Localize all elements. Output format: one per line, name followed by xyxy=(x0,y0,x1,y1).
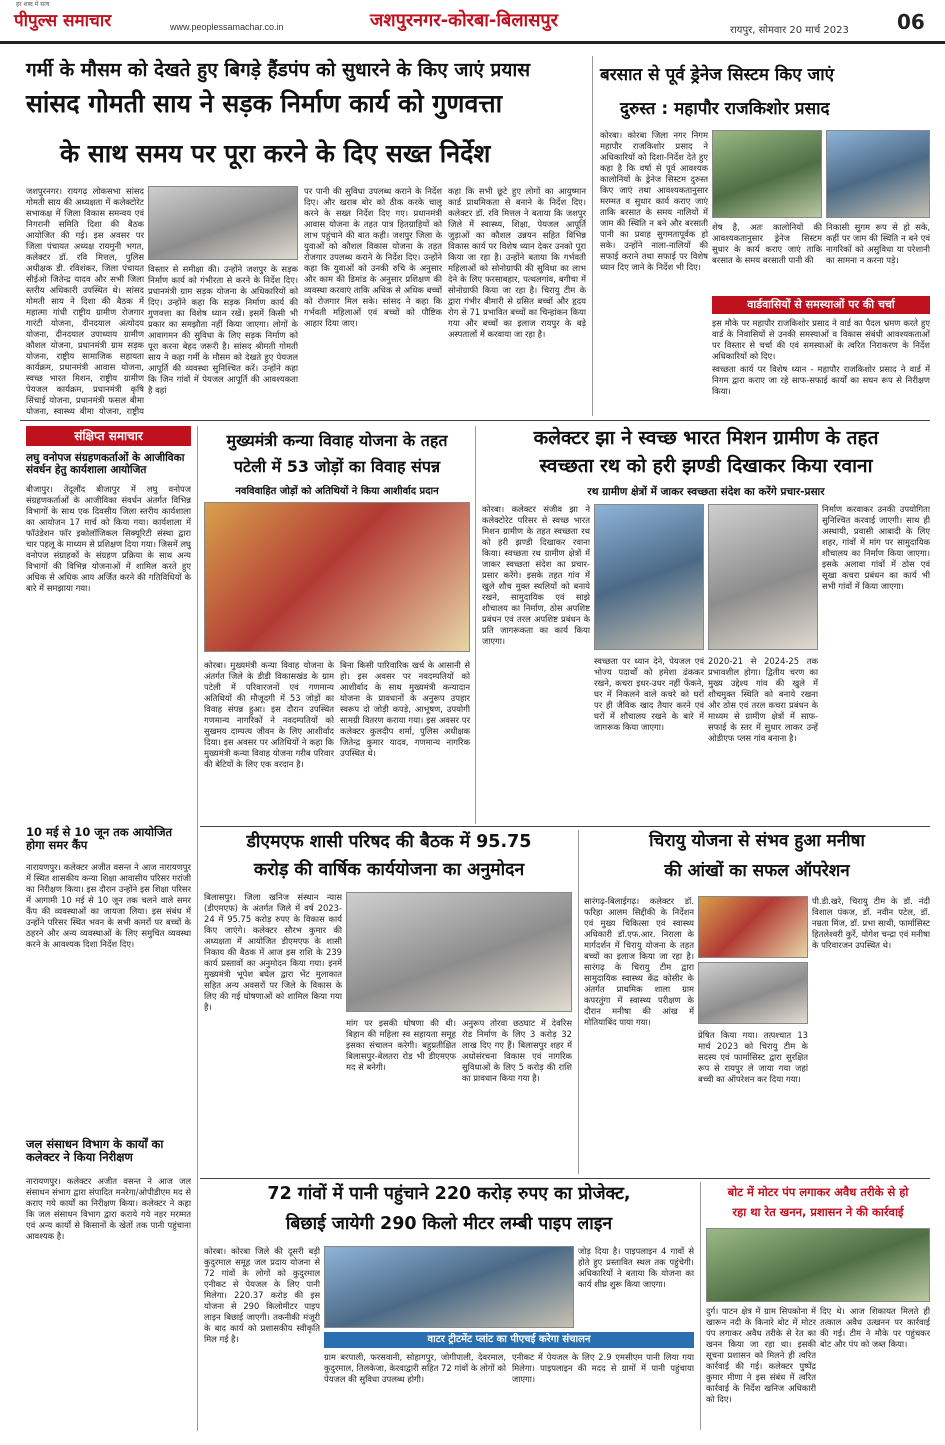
story6-headline-line2: की आंखों का सफल ऑपरेशन xyxy=(664,861,850,881)
brief-text-2: नारायणपुर। कलेक्टर अजीत वसन्त ने आज नारायणपुर में स्थित शासकीय कन्या शिक्षा आवासीय परिसर गरांजी का निरीक्षण किया। इस दौरान उन्होंने इस शिक्षा परिसर में आगामी 10 मई से 10 जून तक चलने वाले समर कैंप की व्यवस्थाओं का जायजा लिया। इस संबंध में उन्होंने परिसर स्थित भवन के सभी कमरों पर बच्चों के ठहरने और अन्य व्यवस्थाओं के लिए समुचित व्यवस्था करने के आवश्यक दिशा निर्देश दिए। xyxy=(26,862,191,949)
story4-column-3: 2020-21 से 2024-25 तक प्रभावशील होगा। द्वितीय चरण का मुख्य उद्देश्य गांव की खुले में शौचमुक्त स्थिति को बनाये रखना और ठोस एवं तरल कचरा प्रबंधन के माध्यम से ग्रामीण क्षेत्रों में साफ-सफाई के स्तर में सुधार लाकर उन्हें ओडीएफ प्लस गांव बनाना है। xyxy=(708,656,818,743)
ward-residents-box-title: वार्डवासियों से समस्याओं पर की चर्चा xyxy=(712,296,930,314)
story8-headline-line2: रहा था रेत खनन, प्रशासन ने की कार्रवाई xyxy=(732,1205,904,1219)
story6-column-2: पी.डी.खरे, चिरायु टीम के डॉ. नंदी विशाल पंकज, डॉ. नवीन पटेल, डॉ. नम्रता मिंज, डॉ. प्रभा साथी, फार्मासिस्ट हितलेश्वरी कुर्रे, योगेश चन्द्रा एवं मनीषा के परिवारजन उपस्थित थे। xyxy=(812,896,930,950)
water-plant-banner: वाटर ट्रीटमेंट प्लांट का पीएचई करेगा संचालन xyxy=(324,1332,694,1348)
story1-column-2: विस्तार से समीक्षा की। उन्होंने जशपुर के सड़क निर्माण कार्य को गंभीरता से करने के निर्देश दिए। प्रधानमंत्री ग्राम सड़क योजना के अधिकारियों को दिए। उन्होंने कहा कि सड़क निर्माण कार्य की गुणवत्ता का विशेष ध्यान रखें। इसमें किसी भी प्रकार का समझौता नहीं किया जाएगा। लोगों के आवागमन की सुविधा के लिए सड़क निर्माण को पूरा करना बेहद जरूरी है। सांसद श्रीमती गोमती साय ने कहा गर्मी के मौसम को देखते हुए पेयजल आपूर्ति की व्यवस्था सुनिश्चित करें। उन्होंने कहा कि जिन गांवों में पेयजल आपूर्ति की आवश्यकता है वहां xyxy=(148,264,298,395)
story2-headline-line2: दुरुस्त : महापौर राजकिशोर प्रसाद xyxy=(620,99,830,119)
column-divider xyxy=(700,1182,701,1430)
story7-column-2: जोड़ दिया है। पाइपलाइन 4 गावों से होते हुए प्रस्तावित स्थल तक पहुंचेगी। अधिकारियों ने बताया कि योजना का कार्य शीघ्र शुरू किया जाएगा। xyxy=(578,1246,694,1289)
story6-headline-line1: चिरायु योजना से संभव हुआ मनीषा xyxy=(649,831,865,851)
story7-column-4: एनीकट में पेयजल के लिए 2.9 एमसीएम पानी लिया गया मिलेगा। पाइपलाइन की मदद से ग्रामों में पानी पहुंचाया जाएगा। xyxy=(512,1352,694,1384)
story3-headline-line1: मुख्यमंत्री कन्या विवाह योजना के तहत xyxy=(226,431,448,450)
water-plant-photo xyxy=(324,1246,574,1328)
story3-subheadline: नवविवाहित जोड़ों को अतिथियों ने किया आशीर्वाद प्रदान xyxy=(235,486,439,497)
story2-headline-line1: बरसात से पूर्व ड्रेनेज सिस्टम किए जाएं xyxy=(600,65,835,85)
mayor-photo-1 xyxy=(712,130,822,218)
cleanliness-box-text: स्वच्छता कार्य पर विशेष ध्यान - महापौर राजकिशोर प्रसाद ने वार्ड में निगम द्वारा कराए जा रहे साफ-सफाई कार्यों का सघन रूप से निरीक्षण किया। xyxy=(712,364,930,396)
website-link[interactable]: www.peoplessamachar.co.in xyxy=(170,22,284,32)
story3-column-1: कोरबा। मुख्यमंत्री कन्या विवाह योजना के अंतर्गत जिले के डीडी विकासखंड के ग्राम पटेली में परिवारजनों एवं गणमान्य अतिथियों की मौजूदगी में 53 जोड़ों का विवाह संपन्न हुआ। इस दौरान उपस्थित गणमान्य नागरिकों ने नवदम्पतियों को सुखमय दाम्पत्य जीवन के लिए आशीर्वाद दिया। इस अवसर पर अतिथियों ने कहा कि मुख्यमंत्री कन्या विवाह योजना गरीब परिवार की बेटियों के लिए एक वरदान है। xyxy=(204,660,334,769)
edition-cities: जशपुरनगर-कोरबा-बिलासपुर xyxy=(370,10,558,31)
story4-subheadline: रथ ग्रामीण क्षेत्रों में जाकर स्वच्छता संदेश का करेंगे प्रचार-प्रसार xyxy=(587,486,825,498)
brief-text-3: नारायणपुर। कलेक्टर अजीत वसन्त ने आज जल संसाधन संभाग द्वारा संपादित मनरेगा/ओपीडीएम मद से कराए गये कार्यों का निरीक्षण किया। कलेक्टर ने कहा कि जल संसाधन विभाग द्वारा कराये गये नहर मरम्मत एवं अन्य कार्यों से किसानों के खेतों तक पानी पहुंचाना आवश्यक है। xyxy=(26,1176,191,1241)
story5-column-3: अनुरूप तोरवा छठघाट में देवरिस रोड निर्माण के लिए 3 करोड़ 32 लाख दिए गए हैं। बिलासपुर शहर में अधोसंरचना विकास एवं नागरिक सुविधाओं के लिए 5 करोड़ की राशि का प्रावधान किया गया है। xyxy=(462,1018,572,1083)
brief-headline-1: लघु वनोपज संग्रहणकर्ताओं के आजीविका संवर्धन हेतु कार्यशाला आयोजित xyxy=(26,452,185,477)
story4-column-2: स्वच्छता पर ध्यान देने, पेयजल एवं भोज्य पदार्थों को हमेशा ढंककर रखने, कचरा इधर-उधर नहीं फेंकने, घर में निकलने वाले कचरे को घरों पर ही जैविक खाद तैयार करने एवं घरों में शौचालय रखने के बारे में जागरूक किया जाएगा। xyxy=(594,656,704,732)
mass-wedding-photo xyxy=(204,502,470,652)
dmf-meeting-photo xyxy=(346,892,572,1012)
story7-column-1: कोरबा। कोरबा जिले की दूसरी बड़ी कुदुरमाल समूह जल प्रदाय योजना से 72 गांवों के लोगों को कुदुरमाल एनीकट से पेयजल के लिए पानी मिलेगा। 220.37 करोड़ की इस योजना से 290 किलोमीटर पाइप लाइन बिछाई जाएगी। तकनीकी मंजूरी के बाद कार्य को प्रशासकीय स्वीकृति मिल गई है। xyxy=(204,1246,320,1344)
brief-news-label: संक्षिप्त समाचार xyxy=(26,426,191,446)
story2-column-2: शेष है, अतः कालोनियों की आवश्यकतानुसार ड्रेनेज सिस्टम सुधार के कार्य कराए जाएं ताकि बरसात के समय बरसाती पानी की xyxy=(712,222,822,265)
newspaper-logo: पीपुल्स समाचार xyxy=(14,11,112,31)
story3-headline-line2: पटेली में 53 जोड़ों का विवाह संपन्न xyxy=(233,457,441,476)
story8-column-1: दुर्ग। पाटन क्षेत्र में ग्राम सिपकोना में खारून नदी के किनारे बोट में मोटर पंप लगाकर अवैध तरीके से रेत का खनन किया जा रहा था। इसकी सूचना प्रशासन को मिलने ही त्वरित कार्रवाई की गई। कलेक्टर पुष्पेंद्र कुमार मीणा ने इस संबंध में त्वरित कार्रवाई के निर्देश खनिज अधिकारी को दिए। xyxy=(706,1306,816,1404)
story2-column-3: निकासी सुगम रूप से हो सके, कहीं पर जाम की स्थिति न बने एवं नागरिकों को असुविधा या परेशानी का सामना न करना पड़े। xyxy=(826,222,930,265)
patient-photo-2 xyxy=(698,962,808,1024)
story7-headline-line2: बिछाई जायेगी 290 किलो मीटर लम्बी पाइप लाइन xyxy=(285,1214,613,1234)
column-divider xyxy=(578,830,579,1174)
section-rule xyxy=(200,826,930,827)
story1-column-4: कहा कि सभी छूटे हुए लोगों का आयुष्मान कार्ड प्राथमिकता से बनाने के निर्देश दिए। कलेक्टर डॉ. रवि मित्तल ने बताया कि जशपुर जिले में स्वास्थ्य, शिक्षा, पेयजल आपूर्ति जुड़ाओं का कौशल उन्नयन सहित विभिन्न विकास कार्य पर विशेष ध्यान देकर उनको पूरा किया जा रहा है। उन्होंने बताया कि गर्भवती महिलाओं को सोनोग्राफी की सुविधा का लाभ देने के लिए फरसाबहार, पत्थलगांव, बगीचा में सोनोग्राफी किया जा रहा है। चिरायु टीम के द्वारा गंभीर बीमारी से ग्रसित बच्चों और हृदय रोग से 71 प्रभावित बच्चों का चिन्हांकन किया गया और बच्चों का इलाज रायपुर के बड़े अस्पतालों में करवाया जा रहा है। xyxy=(448,186,586,339)
story1-column-1: जशपुरनगर। रायगढ़ लोकसभा सांसद गोमती साय की अध्यक्षता में कलेक्टोरेट सभाकक्ष में जिला विकास समन्वय एवं निगरानी समिति दिशा की बैठक आयोजित की गई। इस अवसर पर जिला पंचायत अध्यक्ष रायमुनी भगत, कलेक्टर डॉ. रवि मित्तल, पुलिस अधीक्षक डी. रविशंकर, जिला पंचायत सीईओ जितेन्द्र यादव और सभी जिला स्तरीय अधिकारी उपस्थित थे। सांसद गोमती साय ने दिशा की बैठक में महात्मा गांधी राष्ट्रीय ग्रामीण रोजगार गारंटी योजना, दीनदयाल अंत्योदय योजना, दीनदयाल उपाध्याय ग्रामीण कौशल योजना, प्रधानमंत्री ग्राम सड़क योजना, राष्ट्रीय सामाजिक सहायता कार्यक्रम, प्रधानमंत्री आवास योजना, स्वच्छ भारत मिशन, राष्ट्रीय ग्रामीण पेयजल कार्यक्रम, प्रधानमंत्री कृषि सिंचाई योजना, प्रधानमंत्री फसल बीमा योजना, स्वास्थ्य बीमा योजना, राष्ट्रीय xyxy=(26,186,144,416)
column-divider xyxy=(197,426,198,1431)
story8-headline-line1: बोट में मोटर पंप लगाकर अवैध तरीके से हो xyxy=(727,1185,909,1199)
story1-headline-line2: के साथ समय पर पूरा करने के दिए सख्त निर्देश xyxy=(60,139,491,168)
story5-headline-line2: करोड़ की वार्षिक कार्ययोजना का अनुमोदन xyxy=(253,860,525,880)
dateline: रायपुर, सोमवार 20 मार्च 2023 xyxy=(730,25,849,36)
story6-column-1: सारंगढ़-बिलाईगढ़। कलेक्टर डॉ. फरिहा आलम सिद्दीकी के निर्देशन एवं मुख्य चिकित्सा एवं स्वास्थ्य अधिकारी डॉ.एफ.आर. निराला के मार्गदर्शन में चिरायु योजना के तहत बच्चों का इलाज किया जा रहा है। सारंगढ़ के चिरायु टीम द्वारा सामुदायिक स्वास्थ्य केंद्र कोसीर के अंतर्गत प्राथमिक शाला ग्राम कपरतुंगा में स्वास्थ्य परीक्षण के दौरान मनीषा की आंख में मोतियाबिंद पाया गया। xyxy=(584,896,694,1027)
story8-column-2: दिए थे। आज शिकायत मिलते ही तत्काल अवैध उत्खनन पर कार्रवाई की गई। टीम ने मौके पर पहुंचकर बोट और पंप को जब्त किया। xyxy=(820,1306,930,1349)
story1-headline-line1: सांसद गोमती साय ने सड़क निर्माण कार्य को गुणवत्ता xyxy=(26,89,503,118)
brief-text-1: बीजापुर। तेंदूलौंद बीजापुर में लघु वनोपज संग्रहणकर्ताओं के आजीविका संवर्धन अंतर्गत विभिन्न विभागों के साथ एक दिवसीय जिला स्तरीय कार्यशाला का आयोजन 17 मार्च को किया गया। कार्यशाला में फॉउंडेशन फॉर इकोलॉजिकल सिक्यूरिटी संस्था द्वारा चार पहलू के माध्यम से प्रशिक्षण दिया गया। जिसमें लघु वनोपज संग्राहकों के संग्रहण प्रक्रिया के साथ अन्य विभागों की विभिन्न योजनाओं में शामिल करते हुए अधिक से अधिक आय अर्जित करने की गतिविधियों के बारे में समझाया गया। xyxy=(26,484,191,593)
story5-column-1: बिलासपुर। जिला खनिज संस्थान न्यास (डीएमएफ) के अंतर्गत जिले में वर्ष 2023-24 में 95.75 करोड़ रुपए के विकास कार्य किए जाएंगे। कलेक्टर सौरभ कुमार की अध्यक्षता में आयोजित डीएमएफ के शासी निकाय की बैठक में आज इस राशि के 239 कार्य प्रस्तावों का अनुमोदन किया गया। इनमें मुख्यमंत्री भूपेश बघेल द्वारा भेंट मुलाकात सहित अन्य अवसरों पर जिले के विकास के लिए की गई घोषणाओं को शामिल किया गया है। xyxy=(204,892,342,1012)
flag-off-photo xyxy=(708,504,818,650)
story5-column-2: मांग पर इसकी घोषणा की थी। बिहान की महिला स्व सहायता समूह इसका संचालन करेगी। बहुप्रतीक्षित बिलासपुर-बेलतरा रोड भी डीएमएफ मद से बनेगी। xyxy=(346,1018,456,1072)
meeting-photo xyxy=(148,186,298,260)
story2-column-1: कोरबा। कोरबा जिला नगर निगम महापौर राजकिशोर प्रसाद ने अधिकारियों को दिशा-निर्देश देते हुए कहा है कि वर्षा से पूर्व आवश्यक कालोनियों के ड्रेनेज सिस्टम दुरुस्त किए जाएं तथा आवश्यकतानुसार मरम्मत व सुधार कार्य कराए जाएं ताकि बरसात के समय नालियों में जाम की स्थिति न बने और बरसाती पानी का प्रवाह सुगमतापूर्वक हो सके। उन्होंने नाला-नालियों की सफाई कराने तथा सफाई पर विशेष ध्यान दिए जाने के निर्देश भी दिए। xyxy=(600,130,708,272)
story7-column-3: ग्राम बरपाली, फरसवानी, सोहागपुर, जोगीपाली, देवरमाल, कुदुरमाल, तिलकेजा, केरवाद्वारी सहित 72 गांवों के लोगों को पेयजल की सुविधा उपलब्ध होगी। xyxy=(324,1352,506,1384)
brief-headline-3: जल संसाधन विभाग के कार्यों का कलेक्टर ने किया निरीक्षण xyxy=(26,1137,164,1165)
story3-column-2: बिना किसी पारिवारिक खर्च के आसानी से हो। इस अवसर पर नवदम्पतियों को आशीर्वाद के साथ मुख्यमंत्री कन्यादान योजना के प्रावधानों के अनुरूप उपहार स्वरूप दो जोड़ी कपड़े, आभूषण, उपयोगी सामग्री वितरण कराया गया। इस अवसर पर कलेक्टर कुलदीप शर्मा, पुलिस अधीक्षक जितेन्द्र कुमार यादव, गणमान्य नागरिक उपस्थित थे। xyxy=(340,660,470,758)
logo-tagline: हर शब्द में सत्य xyxy=(16,1,50,8)
section-rule xyxy=(20,420,930,421)
story4-column-4: निर्माण करवाकर उनकी उपयोगिता सुनिश्चित करवाई जाएगी। साथ ही अस्थायी, प्रवासी आबादी के लिए शहर, गांवों में मांग पर सामुदायिक शौचालय का निर्माण किया जाएगा। इसके अलावा गांवों में ठोस एवं सूखा कचरा प्रबंधन का कार्य भी सभी गांवों में किया जाएगा। xyxy=(822,504,930,591)
story1-kicker: गर्मी के मौसम को देखते हुए बिगड़े हैंडपंप को सुधारने के किए जाएं प्रयास xyxy=(26,59,531,81)
section-rule xyxy=(200,1178,930,1179)
story4-headline-line2: स्वच्छता रथ को हरी झण्डी दिखाकर किया रवाना xyxy=(539,455,873,477)
page-number: 06 xyxy=(897,10,925,34)
brief-headline-2: 10 मई से 10 जून तक आयोजित होगा समर कैंप xyxy=(26,825,173,853)
ward-residents-box-text: इस मौके पर महापौर राजकिशोर प्रसाद ने वार्ड का पैदल भ्रमण करते हुए वार्ड के निवासियों से उनकी समस्याओं व विकास संबंधी आवश्यकताओं पर विस्तार से चर्चा की एवं समस्याओं के त्वरित निराकरण के निर्देश अधिकारियों को दिए। xyxy=(712,318,930,361)
story7-headline-line1: 72 गांवों में पानी पहुंचाने 220 करोड़ रुपए का प्रोजेक्ट, xyxy=(267,1184,631,1204)
story5-headline-line1: डीएमएफ शासी परिषद की बैठक में 95.75 xyxy=(246,832,532,852)
story4-headline-line1: कलेक्टर झा ने स्वच्छ भारत मिशन ग्रामीण के तहत xyxy=(533,427,879,449)
column-divider xyxy=(475,426,476,824)
mayor-photo-2 xyxy=(826,130,930,218)
sanitation-van-photo xyxy=(594,504,704,650)
masthead xyxy=(0,0,945,44)
patient-photo-1 xyxy=(698,896,808,958)
story1-column-3: पर पानी की सुविधा उपलब्ध कराने के निर्देश दिए। और खराब बोर को ठीक करके चालू करने के सख्त निर्देश दिए गए। प्रधानमंत्री आवास योजना के तहत पात्र हितग्राहियों को लाभ पहुंचाने की बात कही। जशपुर जिला के युवाओं को कौशल विकास योजना के तहत रोजगार उपलब्ध कराने के निर्देश दिए। उन्होंने कहा कि युवाओं को उनकी रुचि के अनुसार और काम की डिमांड के अनुसार प्रशिक्षण की व्यवस्था करवाएं ताकि अधिक से अधिक बच्चों को रोजगार मिल सके। सांसद ने कहा कि गर्भवती महिलाओं एवं बच्चों को पौष्टिक आहार दिया जाए। xyxy=(304,186,442,328)
story4-column-1: कोरबा। कलेक्टर संजीव झा ने कलेक्टोरेट परिसर से स्वच्छ भारत मिशन ग्रामीण के तहत स्वच्छता रथ को हरी झण्डी दिखाकर रवाना किया। स्वच्छता रथ ग्रामीण क्षेत्रों में जाकर स्वच्छता संदेश का प्रचार-प्रसार करेंगे। इसके तहत गांव में खुले शौच मुक्त स्थलियों को बनाये रखने, सामुदायिक एवं साझे शौचालय का निर्माण, ठोस अपशिष्ट प्रबंधन एवं तरल अपशिष्ट प्रबंधन के प्रति जागरूकता का कार्य किया जाएगा। xyxy=(482,504,590,646)
column-divider xyxy=(592,56,593,416)
story6-column-3: प्रेषित किया गया। तत्पश्चात 13 मार्च 2023 को चिरायु टीम के सदस्य एवं फार्मासिस्ट द्वारा सुरक्षित रूप से रायपुर ले जाया गया जहां बच्ची का ऑपरेशन कर दिया गया। xyxy=(698,1030,808,1084)
river-mining-photo xyxy=(706,1228,930,1302)
